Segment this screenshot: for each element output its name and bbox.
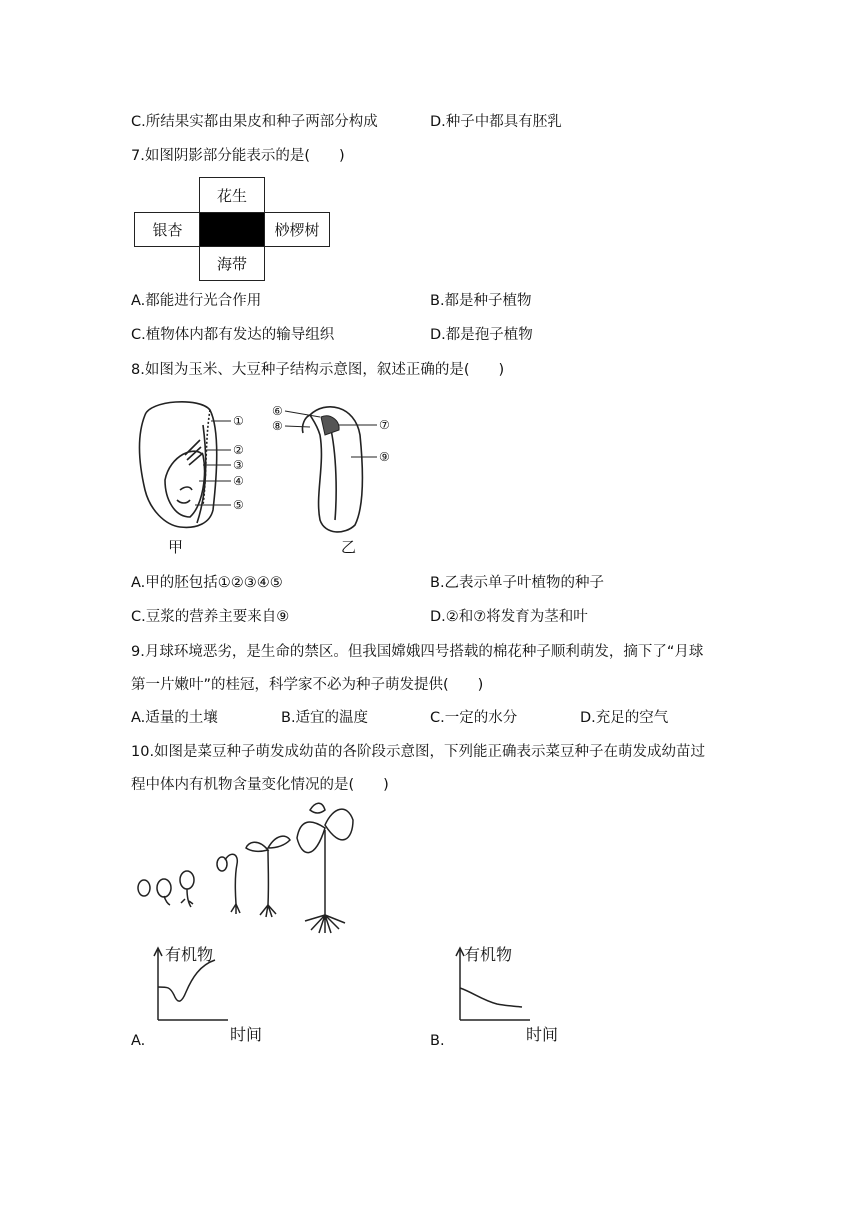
- q10-stem-line2: 程中体内有机物含量变化情况的是( ): [131, 777, 389, 793]
- graph-b: [452, 940, 592, 1045]
- graph-b-xlabel: 时间: [526, 1025, 559, 1044]
- q7-stem: 7.如图阴影部分能表示的是( ): [131, 148, 345, 164]
- label-3: ③: [233, 458, 244, 472]
- q7-option-a: A.都能进行光合作用: [131, 293, 262, 309]
- grid-shaded-center: [199, 212, 265, 247]
- q8-option-d: D.②和⑦将发育为茎和叶: [430, 609, 588, 625]
- grid-top-cell: 花生: [199, 177, 265, 213]
- q6-option-c: C.所结果实都由果皮和种子两部分构成: [131, 114, 378, 130]
- bean-embryo-shading: [321, 416, 339, 435]
- label-7: ⑦: [379, 418, 390, 432]
- label-6: ⑥: [272, 404, 283, 418]
- graph-b-option: B.: [430, 1033, 445, 1049]
- graph-a-option: A.: [131, 1033, 146, 1049]
- q8-option-a: A.甲的胚包括①②③④⑤: [131, 575, 283, 591]
- q9-option-b: B.适宜的温度: [281, 710, 369, 726]
- figure-label-yi: 乙: [341, 538, 357, 556]
- q8-option-c: C.豆浆的营养主要来自⑨: [131, 609, 290, 625]
- label-1: ①: [233, 414, 244, 428]
- q9-option-c: C.一定的水分: [430, 710, 518, 726]
- q7-option-b: B.都是种子植物: [430, 293, 532, 309]
- germination-stages-figure: [130, 800, 380, 935]
- graph-a: [150, 940, 290, 1045]
- graph-a-ylabel: 有机物: [165, 945, 214, 964]
- q6-option-d: D.种子中都具有胚乳: [430, 114, 562, 130]
- label-9: ⑨: [379, 450, 390, 464]
- q9-option-a: A.适量的土壤: [131, 710, 218, 726]
- q9-option-d: D.充足的空气: [580, 710, 669, 726]
- q8-stem: 8.如图为玉米、大豆种子结构示意图，叙述正确的是( ): [131, 362, 505, 378]
- figure-label-jia: 甲: [168, 538, 184, 556]
- q9-stem-line1: 9.月球环境恶劣，是生命的禁区。但我国嫦娥四号搭载的棉花种子顺利萌发，摘下了“月球: [131, 644, 704, 660]
- label-2: ②: [233, 443, 244, 457]
- label-8: ⑧: [272, 419, 283, 433]
- label-5: ⑤: [233, 498, 244, 512]
- q7-option-c: C.植物体内都有发达的输导组织: [131, 327, 335, 343]
- q7-option-d: D.都是孢子植物: [430, 327, 533, 343]
- q9-stem-line2: 第一片嫩叶”的桂冠，科学家不必为种子萌发提供( ): [131, 677, 484, 693]
- grid-left-cell: 银杏: [134, 212, 201, 247]
- q10-stem-line1: 10.如图是菜豆种子萌发成幼苗的各阶段示意图，下列能正确表示菜豆种子在萌发成幼苗过: [131, 744, 706, 760]
- q8-option-b: B.乙表示单子叶植物的种子: [430, 575, 605, 591]
- grid-bottom-cell: 海带: [199, 246, 265, 281]
- graph-a-xlabel: 时间: [230, 1025, 263, 1044]
- grid-right-cell: 桫椤树: [264, 212, 330, 247]
- graph-b-ylabel: 有机物: [464, 945, 513, 964]
- label-4: ④: [233, 474, 244, 488]
